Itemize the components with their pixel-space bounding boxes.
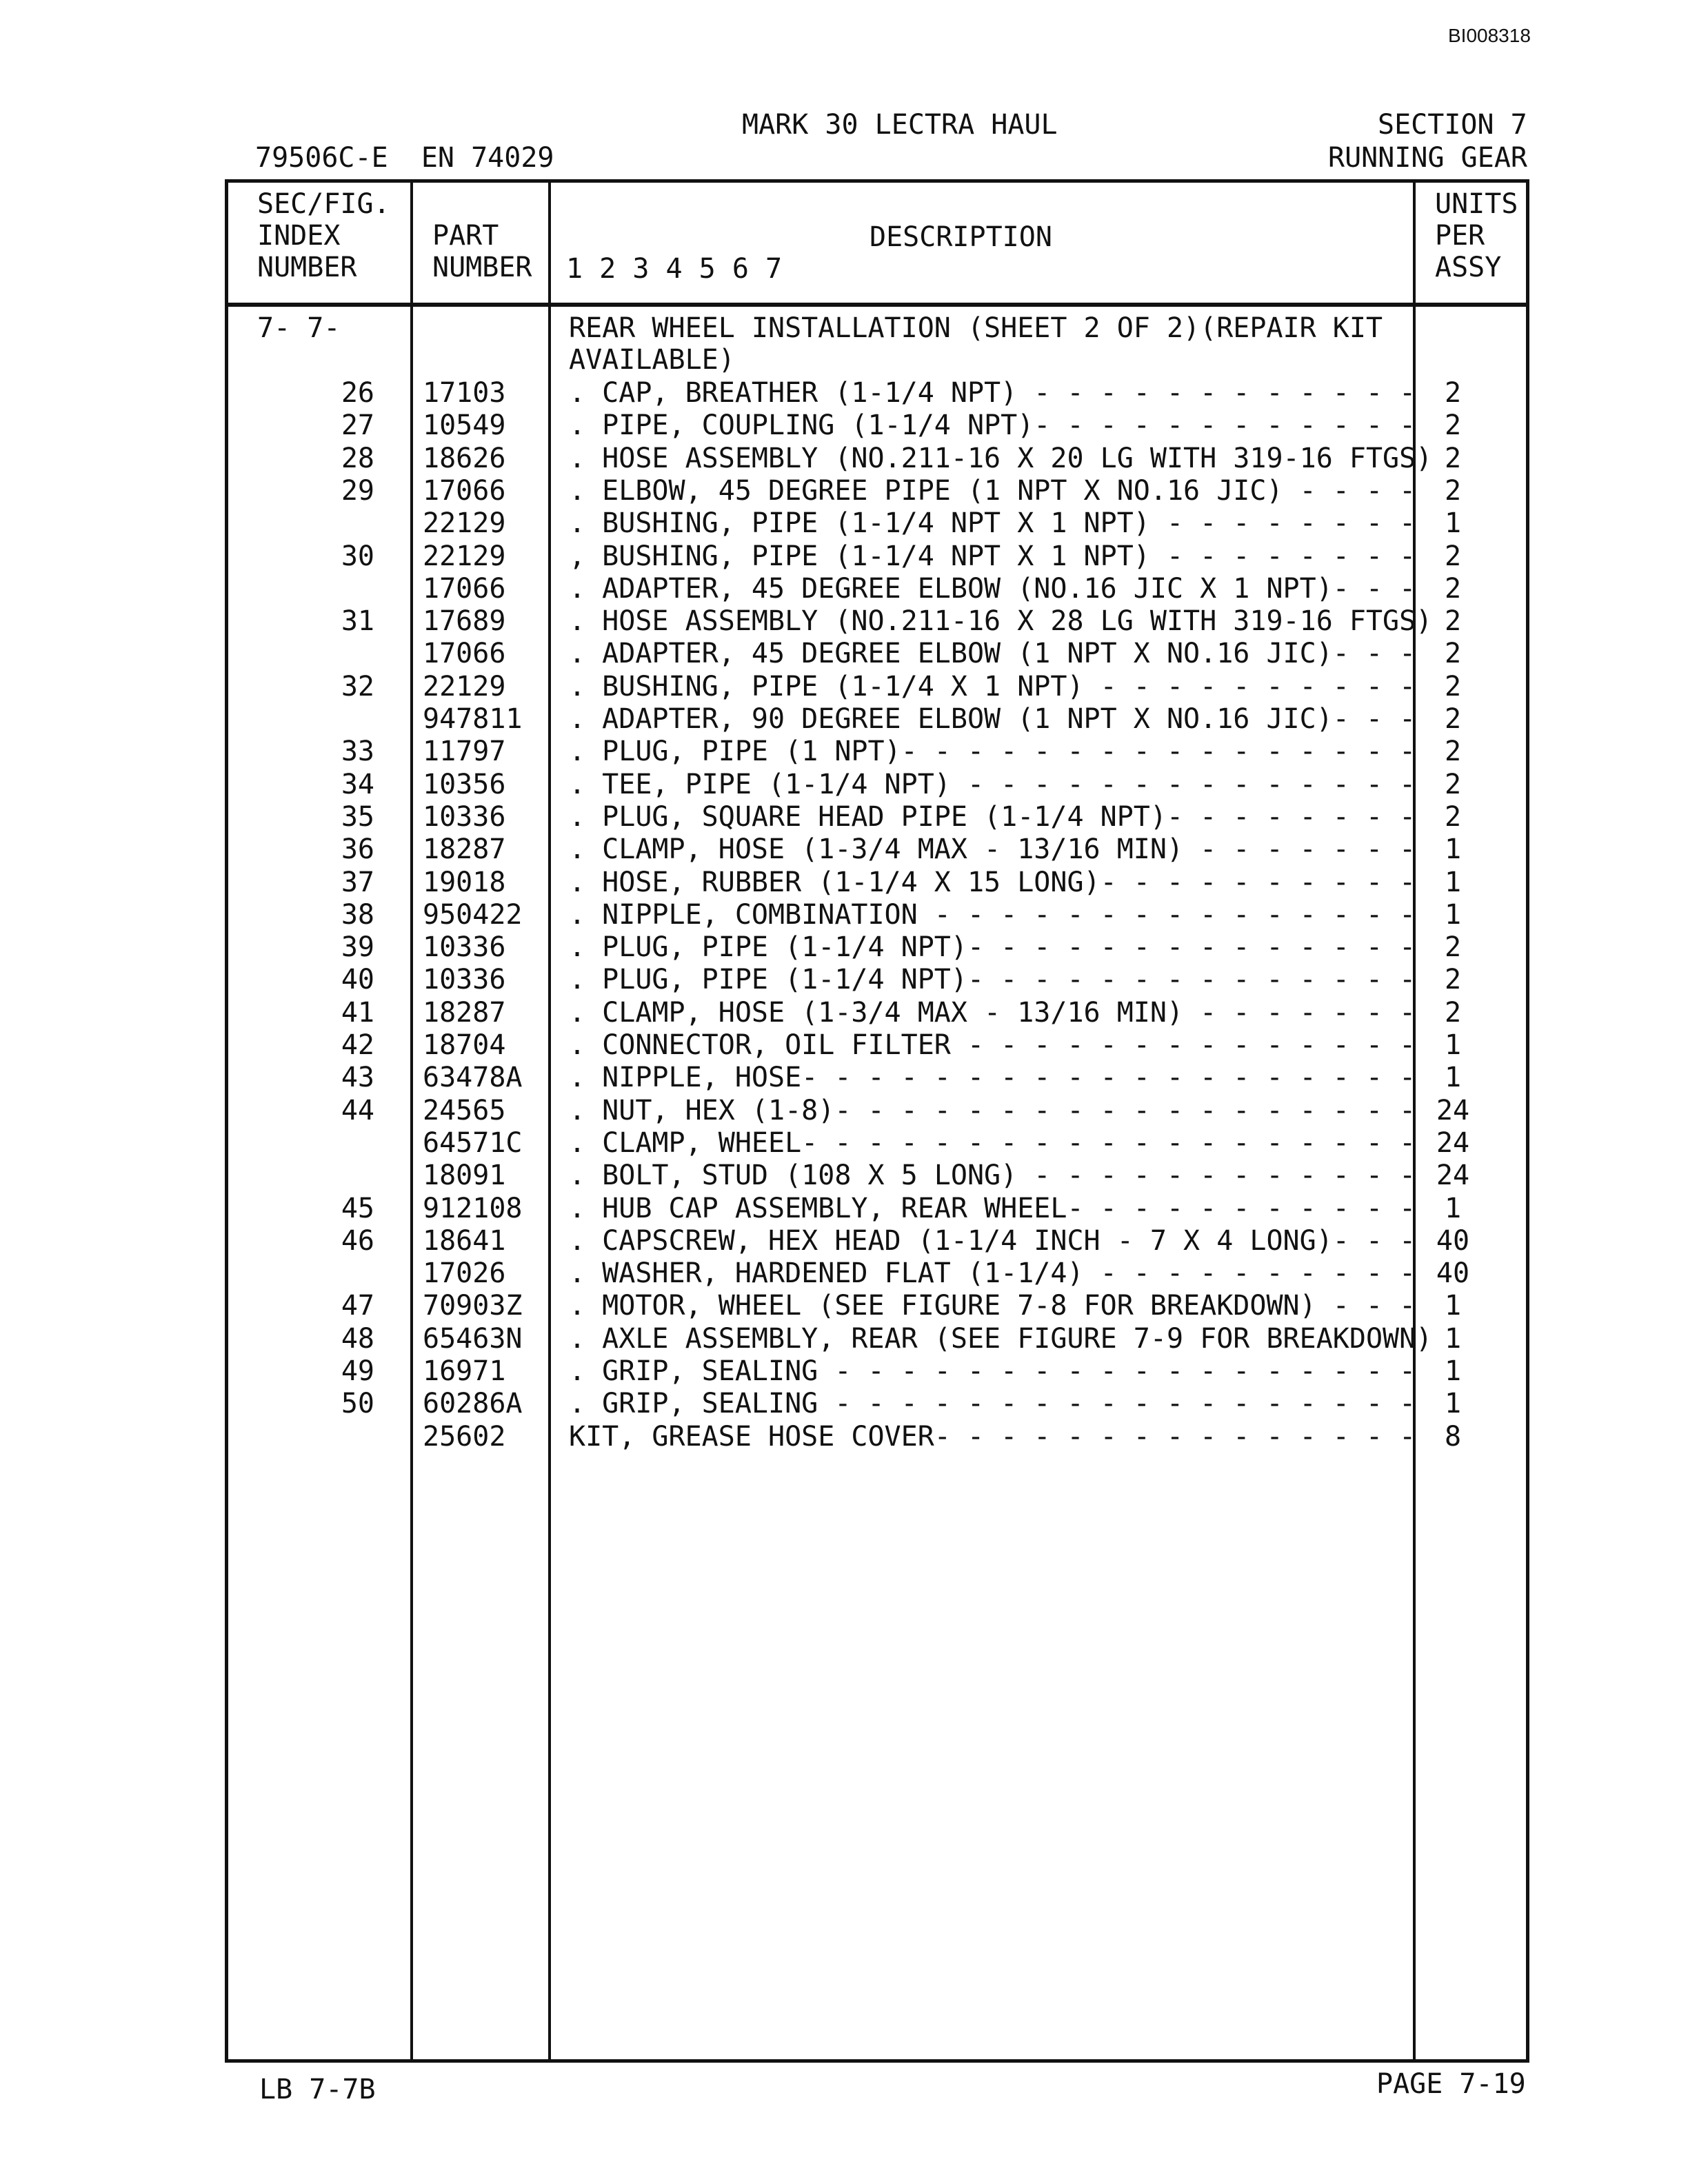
description-column-header: DESCRIPTION [870, 221, 1052, 253]
table-row [228, 867, 1526, 899]
index-number: 33 [341, 736, 374, 768]
index-number: 26 [341, 377, 374, 409]
units-per-assembly: 1 [1444, 1355, 1462, 1387]
units-per-assembly: 2 [1444, 670, 1462, 702]
footer-list-number: LB 7-7B [259, 2074, 376, 2105]
table-row [228, 1323, 1526, 1355]
table-row [228, 1160, 1526, 1192]
part-description: . PLUG, SQUARE HEAD PIPE (1-1/4 NPT)- - - - - - - - [569, 800, 1416, 833]
units-per-assembly: 40 [1436, 1224, 1470, 1257]
part-description: . ELBOW, 45 DEGREE PIPE (1 NPT X NO.16 JIC) - - - - [569, 474, 1416, 507]
figure-title-continued: AVAILABLE) [569, 344, 735, 376]
table-row [228, 671, 1526, 703]
part-description: KIT, GREASE HOSE COVER- - - - - - - - - - - - - - - [569, 1420, 1416, 1453]
index-number: 40 [341, 964, 374, 996]
units-per-assembly: 1 [1444, 507, 1462, 540]
part-description: , BUSHING, PIPE (1-1/4 NPT X 1 NPT) - - - - - - - - [569, 540, 1416, 572]
table-row [228, 964, 1526, 996]
units-per-assembly: 2 [1444, 964, 1462, 996]
table-row [228, 573, 1526, 605]
part-number: 25602 [423, 1420, 506, 1453]
part-number: 10336 [423, 964, 506, 996]
units-per-assembly: 1 [1444, 1290, 1462, 1322]
part-number: 70903Z [423, 1290, 523, 1322]
table-row [228, 1193, 1526, 1225]
table-row [228, 1421, 1526, 1453]
part-number: 18287 [423, 996, 506, 1029]
part-number: 17066 [423, 474, 506, 507]
units-per-assembly: 24 [1436, 1094, 1470, 1126]
part-number: 24565 [423, 1094, 506, 1126]
index-number: 41 [341, 996, 374, 1029]
part-column-header: PART NUMBER [432, 220, 532, 283]
units-per-assembly: 2 [1444, 410, 1462, 442]
index-number: 43 [341, 1062, 374, 1094]
units-per-assembly: 2 [1444, 638, 1462, 670]
section-number: SECTION 7 [1378, 109, 1527, 141]
part-number: 19018 [423, 866, 506, 898]
table-row [228, 736, 1526, 768]
part-description: . GRIP, SEALING - - - - - - - - - - - - - - - - - - [569, 1388, 1416, 1420]
part-number: 950422 [423, 898, 523, 931]
table-row [228, 443, 1526, 475]
index-number: 32 [341, 670, 374, 702]
units-per-assembly: 1 [1444, 833, 1462, 866]
units-per-assembly: 2 [1444, 800, 1462, 833]
indent-levels-header: 1 2 3 4 5 6 7 [566, 253, 783, 285]
part-number: 22129 [423, 540, 506, 572]
part-description: . CLAMP, WHEEL- - - - - - - - - - - - - - - - - - - [569, 1126, 1416, 1159]
index-number: 48 [341, 1322, 374, 1355]
index-number: 37 [341, 866, 374, 898]
units-per-assembly: 2 [1444, 703, 1462, 735]
table-row [228, 1388, 1526, 1420]
table-row [228, 1355, 1526, 1388]
units-per-assembly: 1 [1444, 898, 1462, 931]
units-per-assembly: 2 [1444, 442, 1462, 474]
units-per-assembly: 2 [1444, 377, 1462, 409]
units-per-assembly: 2 [1444, 474, 1462, 507]
units-per-assembly: 2 [1444, 605, 1462, 638]
index-number: 42 [341, 1029, 374, 1061]
table-row [228, 997, 1526, 1029]
table-row [228, 1257, 1526, 1290]
part-number: 18091 [423, 1160, 506, 1192]
part-number: 18641 [423, 1224, 506, 1257]
part-number: 17066 [423, 572, 506, 605]
part-description: . HOSE ASSEMBLY (NO.211-16 X 20 LG WITH 319-16 FTGS) [569, 442, 1433, 474]
table-row [228, 638, 1526, 670]
table-row [228, 410, 1526, 442]
part-number: 10549 [423, 410, 506, 442]
part-number: 65463N [423, 1322, 523, 1355]
index-number: 36 [341, 833, 374, 866]
units-per-assembly: 24 [1436, 1126, 1470, 1159]
part-description: . CLAMP, HOSE (1-3/4 MAX - 13/16 MIN) - - - - - - - [569, 996, 1416, 1029]
units-per-assembly: 1 [1444, 1029, 1462, 1061]
units-per-assembly: 2 [1444, 736, 1462, 768]
table-row [228, 931, 1526, 964]
part-number: 912108 [423, 1192, 523, 1224]
section-name: RUNNING GEAR [1328, 142, 1527, 174]
part-number: 17689 [423, 605, 506, 638]
part-number: 17103 [423, 377, 506, 409]
part-number: 18704 [423, 1029, 506, 1061]
units-per-assembly: 2 [1444, 931, 1462, 964]
units-per-assembly: 1 [1444, 1062, 1462, 1094]
table-row [228, 1225, 1526, 1257]
table-row [228, 1127, 1526, 1160]
part-number: 22129 [423, 670, 506, 702]
part-description: . ADAPTER, 45 DEGREE ELBOW (1 NPT X NO.16 JIC)- - - [569, 638, 1416, 670]
index-number: 30 [341, 540, 374, 572]
index-number: 44 [341, 1094, 374, 1126]
part-description: . BOLT, STUD (108 X 5 LONG) - - - - - - - - - - - - [569, 1160, 1416, 1192]
part-description: . HOSE ASSEMBLY (NO.211-16 X 28 LG WITH 319-16 FTGS) [569, 605, 1433, 638]
part-description: . PLUG, PIPE (1-1/4 NPT)- - - - - - - - - - - - - - [569, 931, 1416, 964]
part-description: . BUSHING, PIPE (1-1/4 NPT X 1 NPT) - - - - - - - - [569, 507, 1416, 540]
table-row [228, 1029, 1526, 1062]
table-row [228, 769, 1526, 801]
units-column-header: UNITS PER ASSY [1435, 188, 1518, 283]
part-description: . ADAPTER, 90 DEGREE ELBOW (1 NPT X NO.16 JIC)- - - [569, 703, 1416, 735]
index-number: 49 [341, 1355, 374, 1387]
part-description: . PLUG, PIPE (1 NPT)- - - - - - - - - - - - - - - - [569, 736, 1416, 768]
index-number: 35 [341, 800, 374, 833]
units-per-assembly: 2 [1444, 768, 1462, 800]
part-description: . GRIP, SEALING - - - - - - - - - - - - - - - - - - [569, 1355, 1416, 1387]
table-row [228, 1290, 1526, 1322]
part-number: 10336 [423, 800, 506, 833]
document-id: BI008318 [1448, 25, 1531, 46]
part-description: . NIPPLE, COMBINATION - - - - - - - - - - - - - - - [569, 898, 1416, 931]
part-description: . ADAPTER, 45 DEGREE ELBOW (NO.16 JIC X 1 NPT)- - - [569, 572, 1416, 605]
index-number: 34 [341, 768, 374, 800]
footer-page-number: PAGE 7-19 [1376, 2068, 1526, 2100]
table-row [228, 1095, 1526, 1127]
index-number: 38 [341, 898, 374, 931]
units-per-assembly: 1 [1444, 1388, 1462, 1420]
part-description: . NIPPLE, HOSE- - - - - - - - - - - - - - - - - - - [569, 1062, 1416, 1094]
part-description: . AXLE ASSEMBLY, REAR (SEE FIGURE 7-9 FOR BREAKDOWN) [569, 1322, 1433, 1355]
part-description: . PIPE, COUPLING (1-1/4 NPT)- - - - - - - - - - - - [569, 410, 1416, 442]
part-number: 18626 [423, 442, 506, 474]
figure-title: REAR WHEEL INSTALLATION (SHEET 2 OF 2)(REPAIR KIT [569, 312, 1383, 344]
index-number: 47 [341, 1290, 374, 1322]
index-number: 50 [341, 1388, 374, 1420]
part-number: 16971 [423, 1355, 506, 1387]
part-description: . MOTOR, WHEEL (SEE FIGURE 7-8 FOR BREAKDOWN) - - - [569, 1290, 1416, 1322]
units-per-assembly: 2 [1444, 540, 1462, 572]
part-number: 17066 [423, 638, 506, 670]
part-number: 17026 [423, 1257, 506, 1290]
figure-title-row [228, 312, 1526, 345]
part-number: 18287 [423, 833, 506, 866]
manual-title: MARK 30 LECTRA HAUL [742, 109, 1058, 141]
parts-table [225, 179, 1529, 2063]
units-per-assembly: 1 [1444, 866, 1462, 898]
table-row [228, 507, 1526, 540]
part-number: 64571C [423, 1126, 523, 1159]
index-number: 46 [341, 1224, 374, 1257]
part-description: . CLAMP, HOSE (1-3/4 MAX - 13/16 MIN) - - - - - - - [569, 833, 1416, 866]
units-per-assembly: 24 [1436, 1160, 1470, 1192]
index-number: 27 [341, 410, 374, 442]
part-description: . PLUG, PIPE (1-1/4 NPT)- - - - - - - - - - - - - - [569, 964, 1416, 996]
part-number: 11797 [423, 736, 506, 768]
table-row [228, 833, 1526, 866]
table-row [228, 703, 1526, 736]
part-description: . WASHER, HARDENED FLAT (1-1/4) - - - - - - - - - - [569, 1257, 1416, 1290]
part-description: . CONNECTOR, OIL FILTER - - - - - - - - - - - - - - [569, 1029, 1416, 1061]
table-row [228, 899, 1526, 931]
figure-ref: 7- 7- [257, 312, 341, 344]
table-row [228, 1062, 1526, 1094]
table-row [228, 605, 1526, 638]
index-number: 45 [341, 1192, 374, 1224]
index-number: 39 [341, 931, 374, 964]
index-number: 29 [341, 474, 374, 507]
part-description: . TEE, PIPE (1-1/4 NPT) - - - - - - - - - - - - - - [569, 768, 1416, 800]
part-description: . HUB CAP ASSEMBLY, REAR WHEEL- - - - - - - - - - - [569, 1192, 1416, 1224]
part-description: . HOSE, RUBBER (1-1/4 X 15 LONG)- - - - - - - - - - [569, 866, 1416, 898]
part-number: 947811 [423, 703, 523, 735]
part-number: 63478A [423, 1062, 523, 1094]
table-row [228, 377, 1526, 410]
part-number: 60286A [423, 1388, 523, 1420]
part-number: 10336 [423, 931, 506, 964]
publication-number: 79506C-E EN 74029 [255, 142, 554, 174]
units-per-assembly: 8 [1444, 1420, 1462, 1453]
table-row [228, 475, 1526, 507]
units-per-assembly: 1 [1444, 1322, 1462, 1355]
part-description: . CAPSCREW, HEX HEAD (1-1/4 INCH - 7 X 4 LONG)- - - [569, 1224, 1416, 1257]
figure-title-row-cont [228, 344, 1526, 376]
table-row [228, 801, 1526, 833]
table-row [228, 540, 1526, 573]
units-per-assembly: 1 [1444, 1192, 1462, 1224]
part-description: . NUT, HEX (1-8)- - - - - - - - - - - - - - - - - - [569, 1094, 1416, 1126]
index-number: 31 [341, 605, 374, 638]
units-per-assembly: 2 [1444, 996, 1462, 1029]
units-per-assembly: 40 [1436, 1257, 1470, 1290]
index-number: 28 [341, 442, 374, 474]
header-rule [228, 303, 1526, 307]
part-description: . CAP, BREATHER (1-1/4 NPT) - - - - - - - - - - - - [569, 377, 1416, 409]
part-description: . BUSHING, PIPE (1-1/4 X 1 NPT) - - - - - - - - - - [569, 670, 1416, 702]
index-column-header: SEC/FIG. INDEX NUMBER [257, 188, 390, 283]
units-per-assembly: 2 [1444, 572, 1462, 605]
part-number: 10356 [423, 768, 506, 800]
part-number: 22129 [423, 507, 506, 540]
